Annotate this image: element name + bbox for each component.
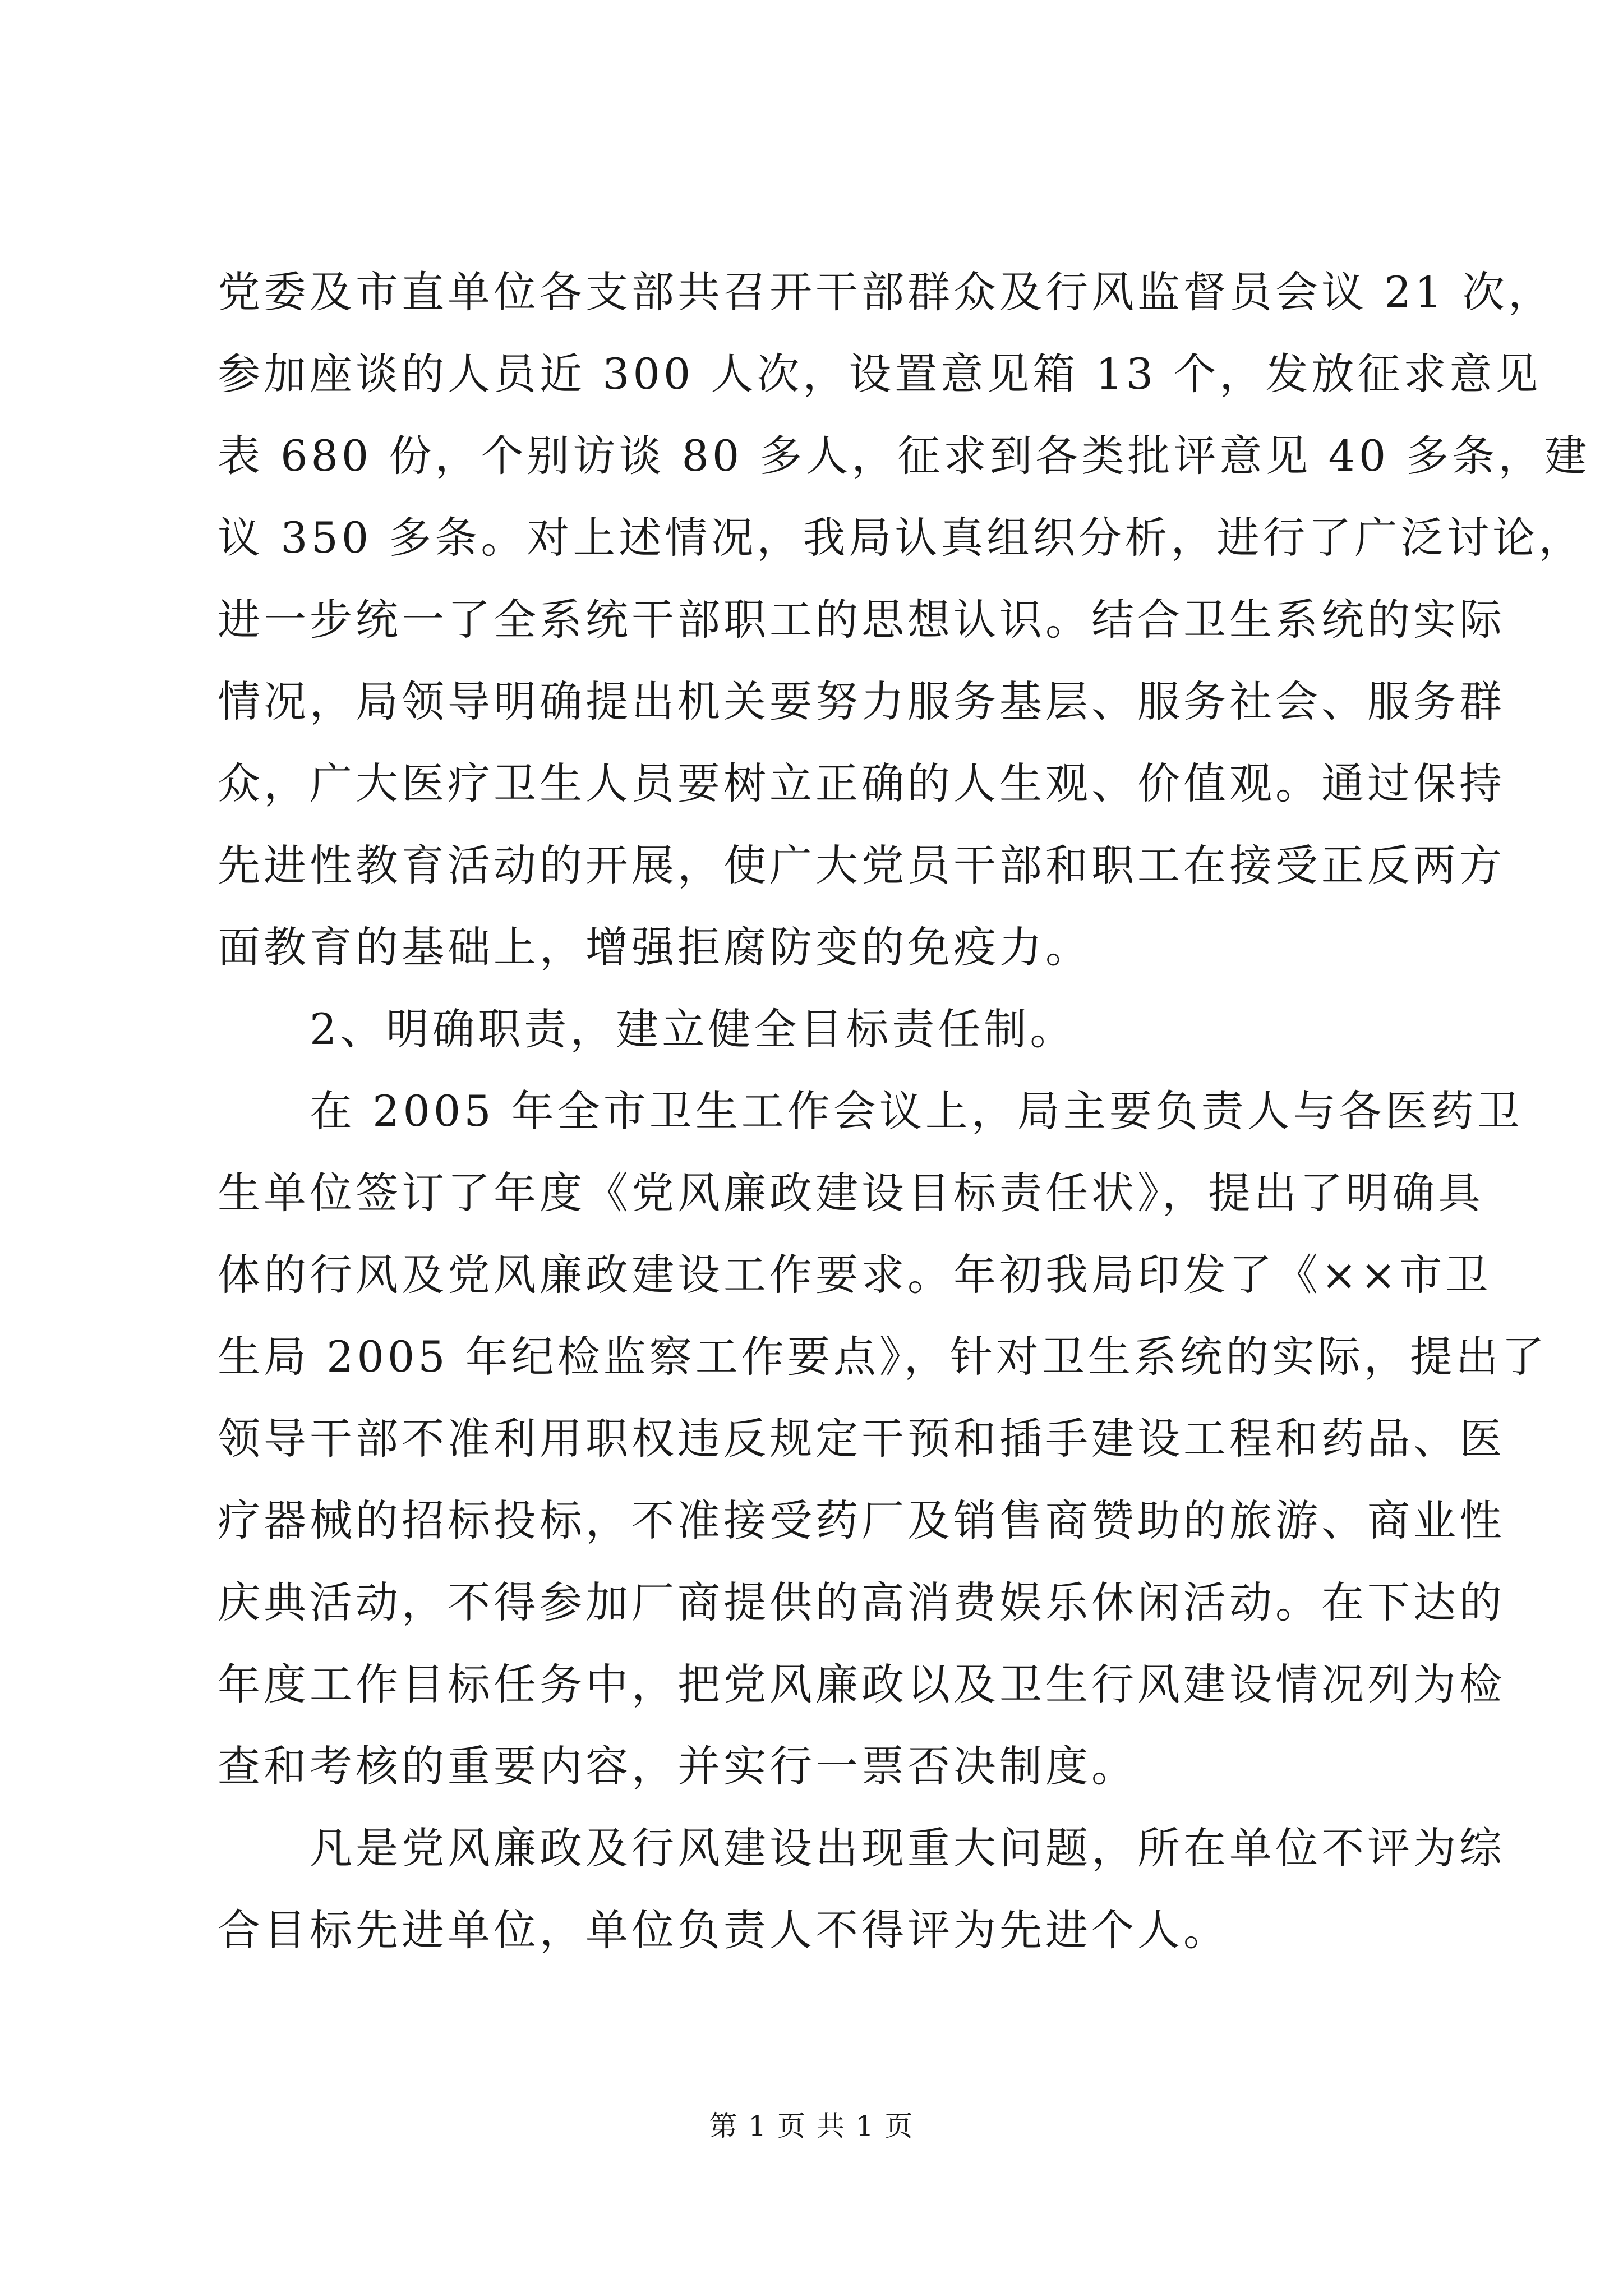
text-line: 参加座谈的人员近 300 人次，设置意见箱 13 个，发放征求意见	[218, 349, 1542, 399]
paragraph	[218, 1807, 1505, 1971]
text-line: 党委及市直单位各支部共召开干部群众及行风监督员会议 21 次，	[218, 267, 1555, 317]
text-line: 生单位签订了年度《党风廉政建设目标责任状》，提出了明确具	[218, 1168, 1484, 1218]
text-line: 情况，局领导明确提出机关要努力服务基层、服务社会、服务群	[218, 677, 1505, 726]
paragraph	[218, 251, 1590, 988]
text-line: 在 2005 年全市卫生工作会议上，局主要负责人与各医药卫	[310, 1086, 1523, 1136]
text-line: 领导干部不准利用职权违反规定干预和插手建设工程和药品、医	[218, 1414, 1505, 1464]
section-heading	[218, 988, 1412, 1070]
text-line: 生局 2005 年纪检监察工作要点》，针对卫生系统的实际，提出了	[218, 1332, 1548, 1382]
text-line: 众，广大医疗卫生人员要树立正确的人生观、价值观。通过保持	[218, 758, 1505, 808]
text-line: 先进性教育活动的开展，使广大党员干部和职工在接受正反两方	[218, 840, 1505, 890]
text-line: 面教育的基础上，增强拒腐防变的免疫力。	[218, 922, 1091, 972]
text-line: 议 350 多条。对上述情况，我局认真组织分析，进行了广泛讨论，	[218, 513, 1585, 563]
paragraph	[218, 1070, 1548, 1807]
text-line: 表 680 份，个别访谈 80 多人，征求到各类批评意见 40 多条，建	[218, 431, 1590, 481]
text-line: 庆典活动，不得参加厂商提供的高消费娱乐休闲活动。在下达的	[218, 1577, 1505, 1627]
document-body	[218, 251, 1590, 1971]
text-line: 年度工作目标任务中，把党风廉政以及卫生行风建设情况列为检	[218, 1659, 1505, 1709]
text-line: 凡是党风廉政及行风建设出现重大问题，所在单位不评为综	[310, 1823, 1505, 1873]
text-line: 体的行风及党风廉政建设工作要求。年初我局印发了《××市卫	[218, 1250, 1492, 1300]
page-footer: 第 1 页 共 1 页	[709, 2110, 914, 2142]
heading-line: 2、明确职责，建立健全目标责任制。	[310, 1004, 1076, 1054]
text-line: 合目标先进单位，单位负责人不得评为先进个人。	[218, 1905, 1229, 1955]
text-line: 进一步统一了全系统干部职工的思想认识。结合卫生系统的实际	[218, 595, 1505, 645]
text-line: 疗器械的招标投标，不准接受药厂及销售商赞助的旅游、商业性	[218, 1496, 1505, 1545]
text-line: 查和考核的重要内容，并实行一票否决制度。	[218, 1741, 1137, 1791]
